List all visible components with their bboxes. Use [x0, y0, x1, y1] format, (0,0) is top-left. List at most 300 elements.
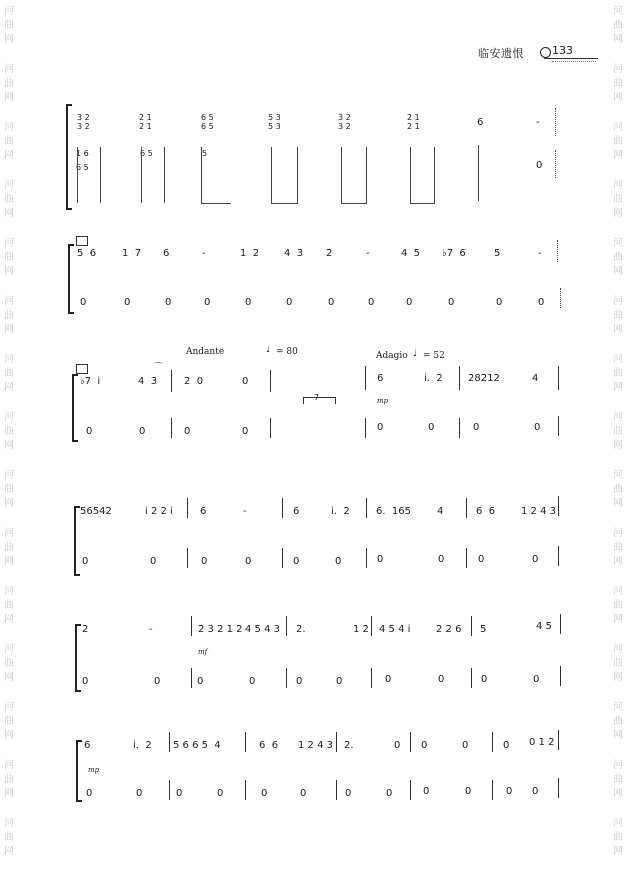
rest: 0 — [394, 740, 401, 751]
page-number: 133 — [552, 44, 573, 57]
watermark-glyph: 河 — [4, 412, 14, 423]
watermark-glyph: 曲 — [613, 20, 623, 31]
note-group: 2 2 6 — [436, 624, 462, 635]
dash: - — [149, 624, 153, 635]
barline — [471, 616, 472, 636]
watermark-glyph: 网 — [613, 150, 623, 161]
note-stem — [434, 147, 435, 203]
rest: 0 — [217, 788, 224, 799]
note: 6 — [377, 373, 384, 384]
rest: 0 — [184, 426, 191, 437]
note-stem — [271, 147, 272, 203]
note-stem — [141, 147, 142, 203]
watermark-glyph: 河 — [613, 354, 623, 365]
barline — [365, 366, 366, 390]
watermark-glyph: 曲 — [613, 426, 623, 437]
barline — [558, 730, 559, 750]
rest: 0 — [386, 788, 393, 799]
rest: 0 — [82, 676, 89, 687]
watermark-glyph: 河 — [613, 238, 623, 249]
note-stem — [410, 147, 411, 203]
barline — [270, 418, 271, 438]
watermark-glyph: 河 — [4, 818, 14, 829]
watermark-glyph: 河 — [4, 528, 14, 539]
note: 2 — [326, 248, 333, 259]
barline — [466, 548, 467, 568]
rest: 0 — [377, 422, 384, 433]
tempo-andante: Andante — [186, 347, 225, 357]
rest: 0 — [165, 297, 172, 308]
note-stem — [478, 145, 479, 201]
note-group: 6 6 — [476, 506, 496, 517]
rest: 0 — [176, 788, 183, 799]
note-group: i. 2 — [331, 506, 350, 517]
system-bracket — [76, 740, 82, 802]
note: 6 — [163, 248, 170, 259]
watermark-glyph: 河 — [613, 760, 623, 771]
barline — [270, 370, 271, 392]
note-chord: 3 2 — [77, 113, 90, 122]
note-chord: 6 5 — [201, 122, 214, 131]
note-chord: 5 3 — [268, 122, 281, 131]
note: 4 — [532, 373, 539, 384]
rest: 0 — [438, 554, 445, 565]
watermark-glyph: 曲 — [613, 832, 623, 843]
dash: - — [243, 506, 247, 517]
note-stem — [77, 147, 78, 203]
rest: 0 — [448, 297, 455, 308]
watermark-glyph: 曲 — [4, 310, 14, 321]
barline — [286, 668, 287, 688]
dash: - — [538, 248, 542, 259]
watermark-glyph: 河 — [4, 64, 14, 75]
watermark-glyph: 曲 — [613, 194, 623, 205]
watermark-glyph: 河 — [613, 122, 623, 133]
watermark-glyph: 曲 — [613, 542, 623, 553]
watermark-glyph: 曲 — [4, 774, 14, 785]
rest: 0 — [136, 788, 143, 799]
barline — [191, 668, 192, 688]
watermark-glyph: 曲 — [4, 78, 14, 89]
watermark-glyph: 曲 — [4, 20, 14, 31]
watermark-glyph: 河 — [4, 180, 14, 191]
barline — [466, 498, 467, 518]
rest: 0 — [300, 788, 307, 799]
watermark-glyph: 网 — [613, 556, 623, 567]
barline — [191, 616, 192, 636]
watermark-glyph: 网 — [4, 846, 14, 857]
rest: 0 — [249, 676, 256, 687]
watermark-glyph: 河 — [4, 122, 14, 133]
barline — [282, 498, 283, 518]
system-bracket — [75, 624, 81, 692]
circle-ornament-icon — [540, 47, 551, 58]
barline — [558, 778, 559, 798]
barline — [187, 498, 188, 518]
watermark-glyph: 河 — [4, 760, 14, 771]
rest: 0 — [496, 297, 503, 308]
watermark-glyph: 曲 — [613, 368, 623, 379]
watermark-glyph: 网 — [4, 266, 14, 277]
watermark-glyph: 曲 — [4, 600, 14, 611]
dash: - — [202, 248, 206, 259]
rest: 0 — [139, 426, 146, 437]
rest: 0 — [154, 676, 161, 687]
barline — [555, 150, 556, 178]
rest: 0 — [421, 740, 428, 751]
barline — [558, 496, 559, 516]
dash: - — [366, 248, 370, 259]
barline — [492, 732, 493, 752]
watermark-glyph: 网 — [4, 556, 14, 567]
watermark-glyph: 曲 — [613, 600, 623, 611]
rest: 0 — [473, 422, 480, 433]
watermark-glyph: 网 — [613, 440, 623, 451]
watermark-glyph: 网 — [4, 34, 14, 45]
watermark-glyph: 网 — [4, 788, 14, 799]
note-chord: 3 2 — [338, 113, 351, 122]
rest: 0 — [245, 556, 252, 567]
watermark-glyph: 网 — [613, 208, 623, 219]
note: 5 — [494, 248, 501, 259]
note-group: 4 5 4 i — [379, 624, 411, 635]
watermark-glyph: 河 — [4, 296, 14, 307]
watermark-glyph: 网 — [4, 672, 14, 683]
rest: 0 — [438, 674, 445, 685]
rest: 0 — [462, 740, 469, 751]
quarter-note-icon: ♩ — [266, 345, 271, 355]
note-group: 0 1 2 — [529, 737, 555, 748]
rest: 0 — [296, 676, 303, 687]
watermark-glyph: 曲 — [4, 542, 14, 553]
rest: 0 — [465, 786, 472, 797]
barline — [410, 780, 411, 800]
rest: 0 — [368, 297, 375, 308]
watermark-glyph: 网 — [4, 614, 14, 625]
dash: - — [536, 117, 540, 128]
rest: 0 — [533, 674, 540, 685]
note-chord: 2 1 — [407, 113, 420, 122]
note-group: 4 5 — [401, 248, 421, 259]
barline — [492, 780, 493, 800]
watermark-glyph: 网 — [613, 266, 623, 277]
note-stem — [164, 147, 165, 203]
note: 6 — [477, 117, 484, 128]
rest: 0 — [328, 297, 335, 308]
barline — [171, 418, 172, 438]
note-group: 56542 — [80, 506, 112, 517]
barline — [555, 108, 556, 136]
barline — [245, 780, 246, 800]
note-group: i. 2 — [424, 373, 443, 384]
quarter-note-icon: ♩ — [413, 349, 418, 359]
note-stem — [297, 147, 298, 203]
barline — [558, 416, 559, 436]
rest: 0 — [385, 674, 392, 685]
watermark-glyph: 网 — [4, 730, 14, 741]
watermark-glyph: 曲 — [613, 310, 623, 321]
rest: 0 — [478, 554, 485, 565]
watermark-glyph: 网 — [613, 324, 623, 335]
rest: 0 — [242, 376, 249, 387]
watermark-glyph: 网 — [4, 150, 14, 161]
note-group: ♭7 i — [80, 376, 101, 387]
barline — [371, 668, 372, 688]
watermark-glyph: 网 — [613, 92, 623, 103]
note-group: 1 2 4 3 — [298, 740, 333, 751]
rest: 0 — [293, 556, 300, 567]
note-group: 6 6 — [259, 740, 279, 751]
note-group: 1 2 — [353, 624, 369, 635]
rest: 0 — [503, 740, 510, 751]
rest: 0 — [204, 297, 211, 308]
note: 2 — [82, 624, 89, 635]
barline — [171, 370, 172, 392]
watermark-glyph: 河 — [613, 702, 623, 713]
note-column: 6 5 — [76, 163, 89, 172]
watermark-glyph: 网 — [4, 382, 14, 393]
watermark-glyph: 河 — [613, 644, 623, 655]
note-group: 1 2 — [240, 248, 260, 259]
note-group: 4 3 — [284, 248, 304, 259]
note-column: 5 — [202, 149, 208, 158]
watermark-glyph: 曲 — [4, 252, 14, 263]
watermark-glyph: 河 — [613, 64, 623, 75]
note-stem — [201, 147, 202, 203]
rest: 0 — [336, 676, 343, 687]
page-header — [478, 45, 598, 65]
watermark-glyph: 曲 — [4, 716, 14, 727]
watermark-glyph: 河 — [4, 6, 14, 17]
beam — [271, 203, 298, 204]
system-bracket — [72, 374, 78, 442]
dynamic-mark: mf — [198, 648, 208, 656]
watermark-glyph: 河 — [4, 586, 14, 597]
rest: 0 — [406, 297, 413, 308]
watermark-glyph: 曲 — [4, 484, 14, 495]
piece-title: 临安遗恨 — [478, 47, 524, 60]
barline — [169, 732, 170, 752]
beam — [410, 203, 435, 204]
barline — [558, 366, 559, 390]
barline — [366, 498, 367, 518]
barline — [187, 548, 188, 568]
watermark-glyph: 曲 — [4, 658, 14, 669]
note-group: 4 5 — [536, 621, 552, 632]
watermark-glyph: 网 — [613, 730, 623, 741]
note-group: 2 3 2 1 2 — [198, 624, 243, 635]
note-group: 5 6 6 5 4 — [173, 740, 221, 751]
watermark-glyph: 网 — [4, 324, 14, 335]
rest: 0 — [201, 556, 208, 567]
note-chord: 2 1 — [407, 122, 420, 131]
note-column: 6 5 — [140, 149, 153, 158]
tuplet-number: 7 — [314, 393, 320, 402]
note-column: 1 6 — [76, 149, 89, 158]
watermark-glyph: 网 — [613, 498, 623, 509]
watermark-glyph: 河 — [4, 644, 14, 655]
tempo-andante-value: = 80 — [276, 347, 298, 357]
watermark-glyph: 河 — [613, 470, 623, 481]
note-group: 1 2 4 3 — [521, 506, 556, 517]
barline — [459, 418, 460, 438]
rest: 0 — [532, 554, 539, 565]
watermark-glyph: 曲 — [4, 194, 14, 205]
tempo-adagio: Adagio — [376, 351, 408, 361]
watermark-glyph: 河 — [4, 702, 14, 713]
barline — [169, 780, 170, 800]
note-chord: 3 2 — [77, 122, 90, 131]
note-group: 4 5 4 3 — [245, 624, 280, 635]
note-chord: 2 1 — [139, 122, 152, 131]
watermark-glyph: 河 — [4, 238, 14, 249]
watermark-glyph: 网 — [613, 672, 623, 683]
rest: 0 — [538, 297, 545, 308]
watermark-glyph: 网 — [4, 92, 14, 103]
watermark-glyph: 网 — [613, 788, 623, 799]
watermark-glyph: 曲 — [613, 252, 623, 263]
watermark-glyph: 曲 — [613, 658, 623, 669]
fermata-icon: ⌒ — [154, 363, 164, 373]
barline — [471, 668, 472, 688]
note-stem — [341, 147, 342, 203]
barline — [286, 616, 287, 636]
rest: 0 — [82, 556, 89, 567]
note-chord: 2 1 — [139, 113, 152, 122]
watermark-left — [0, 0, 18, 869]
watermark-glyph: 网 — [613, 382, 623, 393]
barline — [282, 548, 283, 568]
watermark-glyph: 河 — [613, 528, 623, 539]
note-group: 4 3 — [138, 376, 158, 387]
rest: 0 — [428, 422, 435, 433]
barline — [371, 616, 372, 636]
watermark-glyph: 网 — [613, 614, 623, 625]
dynamic-mark: mp — [377, 397, 389, 405]
rest: 0 — [86, 426, 93, 437]
rest: 0 — [124, 297, 131, 308]
watermark-glyph: 网 — [4, 498, 14, 509]
note-group: 5 6 — [77, 248, 97, 259]
barline — [560, 288, 561, 308]
rest: 0 — [534, 422, 541, 433]
watermark-glyph: 曲 — [4, 136, 14, 147]
note-group: 28212 — [468, 373, 500, 384]
note: 4 — [437, 506, 444, 517]
note-group: ♭7 6 — [442, 248, 466, 259]
barline — [245, 732, 246, 752]
rest: 0 — [261, 788, 268, 799]
watermark-glyph: 河 — [613, 586, 623, 597]
watermark-glyph: 曲 — [4, 368, 14, 379]
rest: 0 — [197, 676, 204, 687]
barline — [336, 780, 337, 800]
note-stem — [366, 147, 367, 203]
watermark-glyph: 河 — [613, 6, 623, 17]
barline — [558, 546, 559, 566]
note-stem — [100, 147, 101, 203]
watermark-glyph: 曲 — [613, 78, 623, 89]
note-chord: 6 5 — [201, 113, 214, 122]
rest: 0 — [345, 788, 352, 799]
watermark-glyph: 河 — [613, 412, 623, 423]
watermark-glyph: 曲 — [4, 426, 14, 437]
note-chord: 5 3 — [268, 113, 281, 122]
note-group: 2 0 — [184, 376, 204, 387]
barline — [410, 732, 411, 752]
barline — [459, 366, 460, 390]
watermark-glyph: 曲 — [4, 832, 14, 843]
rehearsal-box — [76, 236, 88, 246]
rest: 0 — [242, 426, 249, 437]
rest: 0 — [506, 786, 513, 797]
watermark-glyph: 河 — [4, 354, 14, 365]
barline — [557, 240, 558, 262]
note: 5 — [480, 624, 487, 635]
rehearsal-box — [76, 364, 88, 374]
watermark-glyph: 网 — [613, 34, 623, 45]
note-group: 6. 165 — [376, 506, 411, 517]
watermark-glyph: 曲 — [613, 716, 623, 727]
barline — [365, 418, 366, 438]
header-rule — [544, 58, 598, 59]
system-bracket — [68, 244, 74, 314]
beam — [341, 203, 367, 204]
header-rule-dotted — [552, 61, 596, 62]
note-group: i. 2 — [133, 740, 152, 751]
note: 2. — [296, 624, 306, 635]
watermark-glyph: 曲 — [613, 136, 623, 147]
note: 6 — [84, 740, 91, 751]
rest: 0 — [245, 297, 252, 308]
system-bracket — [66, 104, 72, 210]
tuplet-bracket — [303, 397, 336, 404]
watermark-glyph: 网 — [613, 846, 623, 857]
watermark-glyph: 河 — [4, 470, 14, 481]
note-chord: 3 2 — [338, 122, 351, 131]
rest: 0 — [532, 786, 539, 797]
rest: 0 — [80, 297, 87, 308]
barline — [560, 614, 561, 634]
barline — [366, 548, 367, 568]
watermark-glyph: 曲 — [613, 774, 623, 785]
rest: 0 — [536, 160, 543, 171]
watermark-glyph: 网 — [4, 440, 14, 451]
barline — [560, 666, 561, 686]
rest: 0 — [286, 297, 293, 308]
note: 2. — [344, 740, 354, 751]
tempo-adagio-value: = 52 — [423, 351, 445, 361]
watermark-glyph: 曲 — [613, 484, 623, 495]
watermark-glyph: 网 — [4, 208, 14, 219]
note-group: i 2 2 i — [145, 506, 173, 517]
beam — [201, 203, 231, 204]
rest: 0 — [481, 674, 488, 685]
note: 6 — [293, 506, 300, 517]
barline — [336, 732, 337, 752]
rest: 0 — [377, 554, 384, 565]
rest: 0 — [423, 786, 430, 797]
note-group: 1 7 — [122, 248, 142, 259]
rest: 0 — [150, 556, 157, 567]
watermark-glyph: 河 — [613, 180, 623, 191]
rest: 0 — [335, 556, 342, 567]
watermark-glyph: 河 — [613, 296, 623, 307]
dynamic-mark: mp — [88, 766, 100, 774]
watermark-right — [609, 0, 627, 869]
watermark-glyph: 河 — [613, 818, 623, 829]
rest: 0 — [86, 788, 93, 799]
